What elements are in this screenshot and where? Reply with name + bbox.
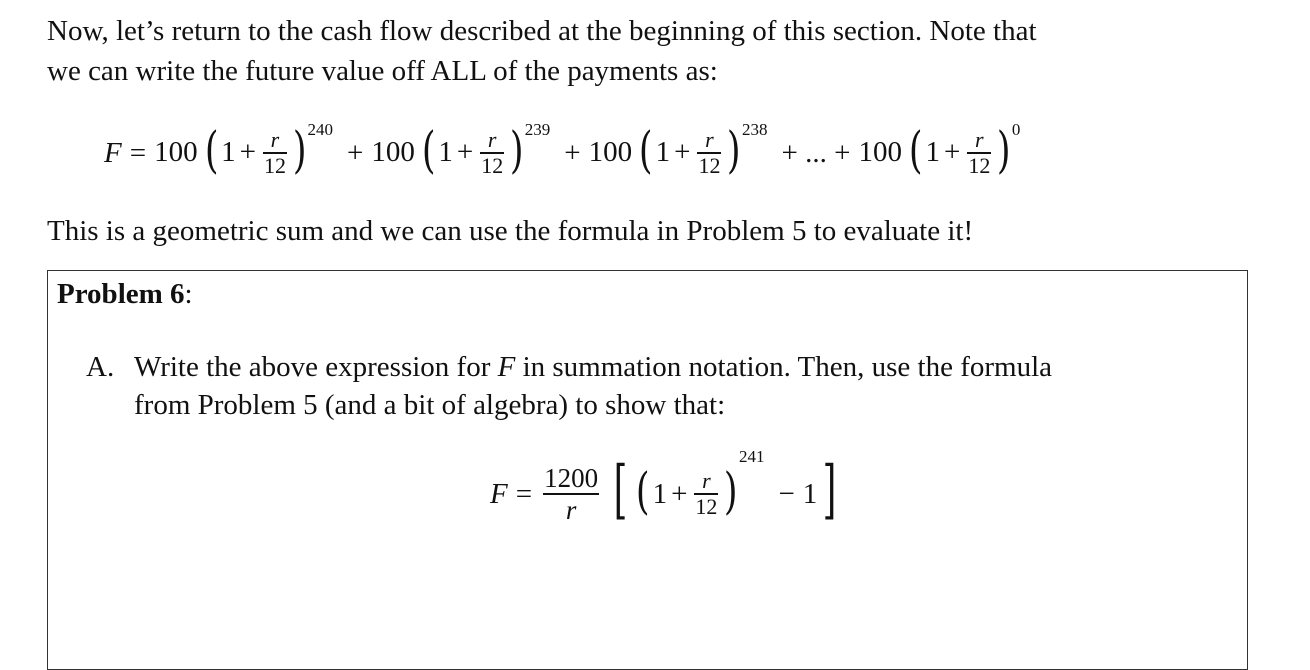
item-line-2: from Problem 5 (and a bit of algebra) to show that:: [134, 389, 726, 421]
eq2-one: 1: [652, 477, 668, 510]
eq1-plus-2: +: [564, 136, 581, 169]
eq1-plus-1: +: [346, 136, 364, 169]
frac-den: 12: [968, 152, 991, 178]
eq2-lhs: F: [490, 477, 508, 510]
item-line-1-var: F: [497, 351, 516, 383]
problem-box: [47, 270, 1248, 670]
item-line-1-a: Write the above expression for: [134, 351, 498, 383]
left-paren: (: [421, 120, 436, 179]
term-plus: +: [674, 136, 691, 169]
term-one: 1: [438, 136, 453, 169]
left-paren: (: [635, 462, 650, 520]
item-text: [134, 348, 1052, 424]
problem-heading: [57, 275, 193, 313]
term-coef: 100: [154, 136, 198, 169]
problem-title: Problem 6: [57, 278, 185, 310]
item-line-1: [134, 348, 1052, 386]
future-value-equation: [104, 118, 1020, 188]
eq1-equals: =: [129, 136, 147, 169]
eq2-inner-den: 12: [695, 493, 718, 519]
eq2-frac-den: r: [565, 494, 577, 525]
right-paren: ): [510, 120, 524, 179]
frac-den: 12: [698, 152, 721, 178]
left-bracket: [: [613, 453, 628, 527]
term-fraction: [263, 128, 287, 177]
term-exponent: 240: [307, 120, 333, 140]
left-paren: (: [204, 120, 219, 179]
eq1-lhs: F: [104, 136, 122, 169]
eq1-ellipsis: + ... +: [781, 136, 851, 169]
frac-den: 12: [481, 152, 504, 178]
term-exponent: 0: [1011, 120, 1021, 140]
right-paren: ): [727, 120, 742, 179]
left-paren: (: [908, 120, 923, 179]
eq1-term-last: [858, 120, 1021, 179]
eq2-minus: −: [778, 477, 795, 510]
eq1-term-2: [371, 120, 551, 179]
term-exponent: 238: [741, 120, 768, 140]
term-coef: 100: [588, 136, 633, 169]
item-line-1-b: in summation notation. Then, use the formula: [515, 351, 1053, 383]
right-paren: ): [292, 120, 307, 179]
term-one: 1: [655, 136, 671, 169]
frac-den: 12: [263, 152, 286, 178]
eq2-fraction: [543, 463, 599, 524]
frac-num: r: [705, 127, 714, 153]
term-fraction: [480, 128, 504, 177]
frac-num: r: [270, 127, 280, 153]
term-coef: 100: [858, 136, 902, 169]
right-paren: ): [997, 120, 1011, 179]
term-plus: +: [456, 136, 474, 169]
frac-num: r: [975, 127, 984, 153]
term-fraction: [967, 128, 991, 177]
term-exponent: 239: [524, 120, 551, 140]
eq2-inner-fraction: [694, 469, 718, 518]
term-coef: 100: [371, 136, 415, 169]
intro-line-1: Now, let’s return to the cash flow described at the beginning of this section. Note that: [47, 15, 1037, 47]
eq2-inner-num: r: [702, 468, 711, 494]
term-one: 1: [925, 136, 940, 169]
term-plus: +: [239, 136, 256, 169]
eq2-plus: +: [671, 477, 688, 510]
eq1-term-1: [154, 120, 333, 179]
intro-line-2: we can write the future value off ALL of the payments as:: [47, 55, 718, 87]
item-marker: A.: [86, 351, 115, 383]
term-fraction: [697, 128, 721, 177]
frac-num: r: [487, 127, 497, 153]
eq2-one-end: 1: [802, 477, 818, 510]
right-bracket: ]: [822, 453, 837, 527]
eq1-term-3: [588, 120, 768, 179]
eq2-exponent: 241: [738, 447, 765, 466]
eq2-frac-num: 1200: [544, 463, 599, 494]
term-plus: +: [943, 136, 961, 169]
eq2-equals: =: [515, 477, 533, 510]
closed-form-equation: [490, 447, 842, 537]
problem-colon: :: [184, 278, 193, 310]
left-paren: (: [639, 120, 653, 179]
right-paren: ): [724, 462, 739, 520]
term-one: 1: [221, 136, 236, 169]
geometric-sum-text: This is a geometric sum and we can use the formula in Problem 5 to evaluate it!: [47, 215, 974, 247]
